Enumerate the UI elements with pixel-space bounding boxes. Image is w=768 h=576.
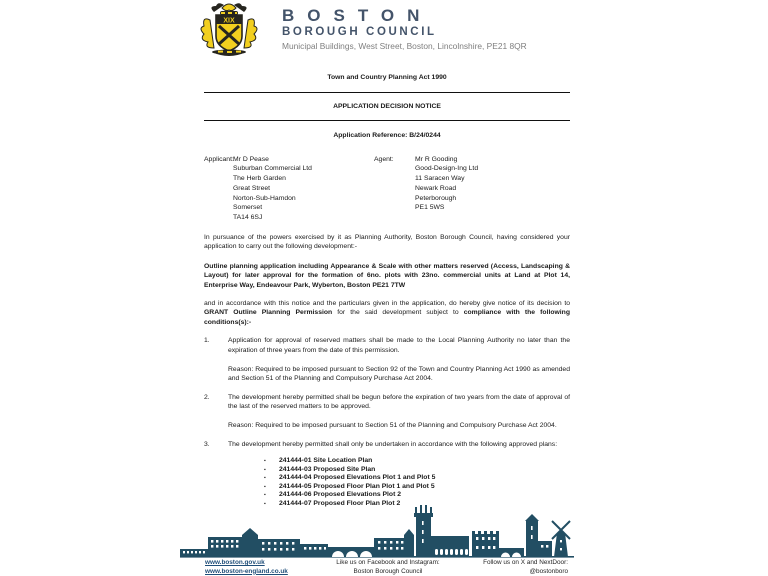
condition-text: The development hereby permitted shall be begun before the expiration of two years from the date of approval of the last of the reserved matters to be approved.	[228, 393, 570, 411]
condition-number: 2.	[204, 393, 210, 401]
council-header	[180, 2, 574, 60]
development-description: Outline planning application including Appearance & Scale with other matters reserved (Access, Landscaping & Layout) for later approval for the formation of 6no. plots with 23no. commercial units at Land at Plot 14, Enterprise Way, Endeavour Park, Wyberton, Boston PE21 7TW	[204, 262, 570, 290]
agent-label: Agent:	[374, 155, 394, 163]
condition-text: The development hereby permitted shall only be undertaken in accordance with the following approved plans:	[228, 440, 558, 448]
plan-item: ▪ 241444-03 Proposed Site Plan	[264, 466, 570, 475]
social-heading: Like us on Facebook and Instagram:	[336, 559, 440, 566]
footer-follow	[446, 559, 574, 576]
footer-social	[330, 559, 446, 576]
notice-title: APPLICATION DECISION NOTICE	[333, 102, 441, 110]
boston-england-link[interactable]: www.boston-england.co.uk	[205, 567, 288, 575]
council-crest-logo	[196, 2, 262, 60]
plan-item: ▪ 241444-06 Proposed Elevations Plot 2	[264, 491, 570, 500]
application-reference: Application Reference: B/24/0244	[333, 132, 441, 140]
social-account-name: Boston Borough Council	[353, 567, 423, 575]
boston-gov-link[interactable]: www.boston.gov.uk	[205, 559, 265, 566]
act-title: Town and Country Planning Act 1990	[327, 74, 447, 81]
council-title-block	[282, 2, 527, 52]
applicant-address: Mr D Pease Suburban Commercial Ltd The Herb Garden Great Street Norton-Sub-Hamdon Somerset TA14 6SJ	[233, 155, 312, 221]
follow-heading: Follow us on X and NextDoor:	[483, 559, 568, 566]
condition-reason: Reason: Required to be imposed pursuant to Section 92 of the Town and Country Planning Act 1990 as amended and Section 51 of the Planning and Compulsory Purchase Act 2004.	[228, 365, 570, 383]
approved-plans-list	[264, 457, 570, 508]
crest-motto-text: XIX	[223, 17, 235, 25]
condition-1	[204, 336, 570, 383]
condition-reason: Reason: Required to be imposed pursuant to Section 51 of the Planning and Compulsory Purchase Act 2004.	[228, 422, 557, 430]
footer-links	[180, 559, 330, 576]
condition-number: 3.	[204, 440, 210, 448]
divider-line	[204, 92, 570, 93]
condition-2	[204, 393, 570, 431]
condition-text: Application for approval of reserved matters shall be made to the Local Planning Authority no later than the expiration of three years from the date of this permission.	[228, 337, 570, 355]
condition-3	[204, 440, 570, 509]
council-subtitle: BOROUGH COUNCIL	[282, 26, 437, 38]
divider-line	[204, 120, 570, 121]
applicant-label: Applicant:	[204, 155, 234, 163]
plan-item: ▪ 241444-04 Proposed Elevations Plot 1 and Plot 5	[264, 474, 570, 483]
document-body	[180, 73, 574, 508]
plan-item: ▪ 241444-01 Site Location Plan	[264, 457, 570, 466]
decision-notice-document	[180, 0, 574, 508]
council-name: BOSTON	[282, 6, 433, 25]
boston-skyline-graphic	[180, 504, 574, 558]
plan-item: ▪ 241444-05 Proposed Floor Plan Plot 1 and Plot 5	[264, 483, 570, 492]
condition-number: 1.	[204, 337, 210, 345]
decision-paragraph: and in accordance with this notice and the particulars given in the application, do hereby give notice of its decision to GRANT Outline Planning Permission for the said development subject to compliance with the following conditions(s):-	[204, 299, 570, 326]
plan-item: ▪ 241444-07 Proposed Floor Plan Plot 2	[264, 500, 570, 509]
parties-block	[204, 155, 570, 223]
intro-paragraph: In pursuance of the powers exercised by it as Planning Authority, Boston Borough Council, having considered your application to carry out the following development:-	[204, 233, 570, 251]
agent-address: Mr R Gooding Good-Design-Ing Ltd 11 Saracen Way Newark Road Peterborough PE1 5WS	[415, 155, 479, 212]
footer	[180, 559, 574, 576]
council-address: Municipal Buildings, West Street, Boston, Lincolnshire, PE21 8QR	[282, 41, 527, 51]
follow-handle: @bostonboro	[529, 567, 568, 575]
